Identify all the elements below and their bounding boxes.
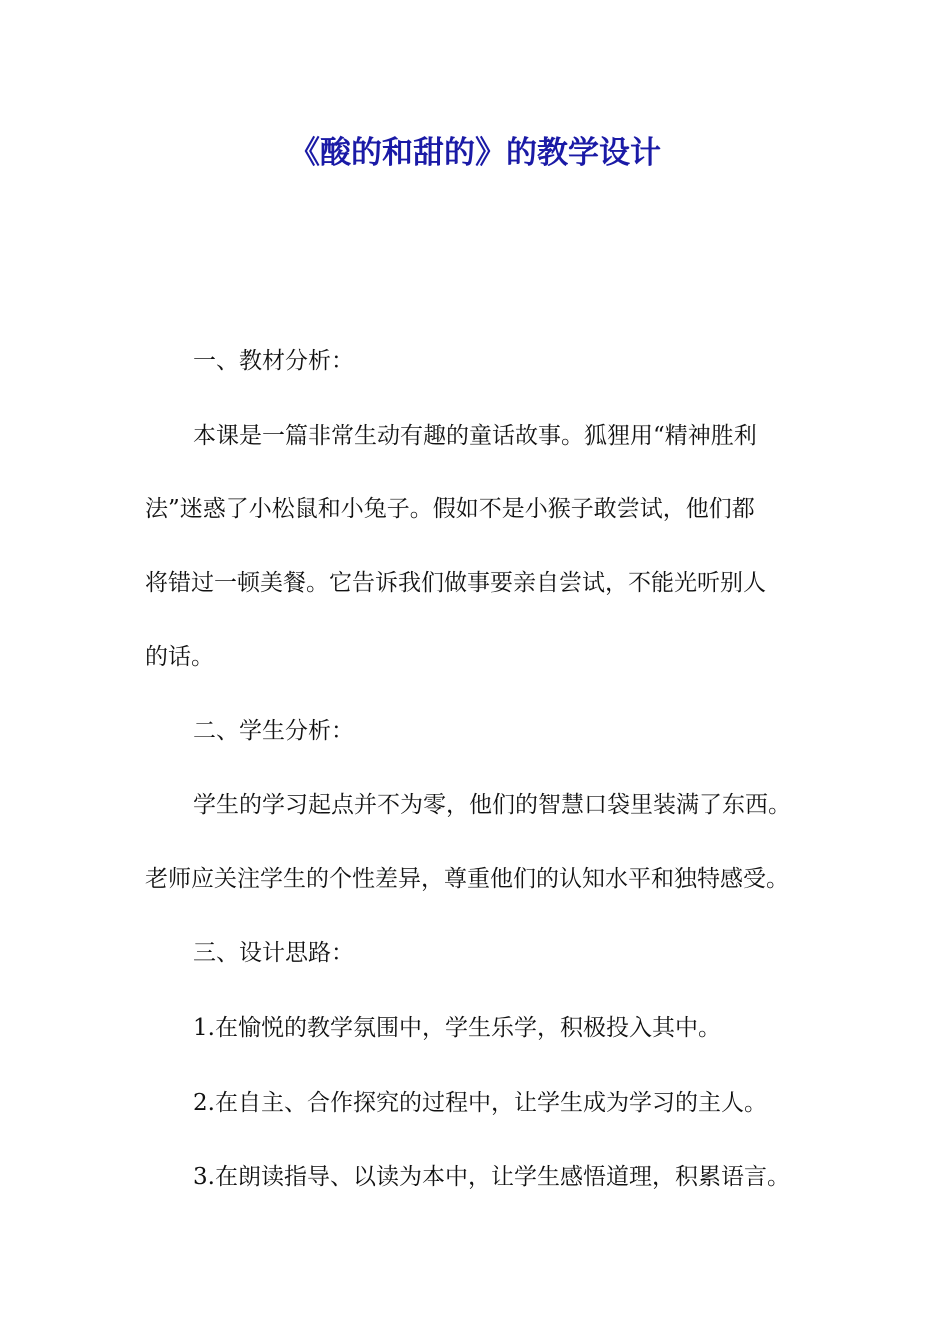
section-heading-student-analysis: 二、学生分析：: [193, 718, 354, 744]
paragraph-line: 的话。: [145, 644, 214, 670]
paragraph-line: 将错过一顿美餐。它告诉我们做事要亲自尝试，不能光听别人: [145, 570, 766, 596]
document-title: 《酸的和甜的》的教学设计: [289, 135, 661, 171]
paragraph-line: 法”迷惑了小松鼠和小兔子。假如不是小猴子敢尝试，他们都: [145, 496, 755, 522]
paragraph-line: 老师应关注学生的个性差异，尊重他们的认知水平和独特感受。: [145, 866, 789, 892]
list-item: 1.在愉悦的教学氛围中，学生乐学，积极投入其中。: [193, 1015, 721, 1041]
paragraph-line: 学生的学习起点并不为零，他们的智慧口袋里装满了东西。: [193, 792, 791, 818]
paragraph-line: 本课是一篇非常生动有趣的童话故事。狐狸用“精神胜利: [193, 423, 757, 449]
section-heading-textbook-analysis: 一、教材分析：: [193, 348, 354, 374]
section-heading-design-ideas: 三、设计思路：: [193, 940, 354, 966]
list-item: 2.在自主、合作探究的过程中，让学生成为学习的主人。: [193, 1090, 767, 1116]
list-item: 3.在朗读指导、以读为本中，让学生感悟道理，积累语言。: [193, 1164, 790, 1190]
